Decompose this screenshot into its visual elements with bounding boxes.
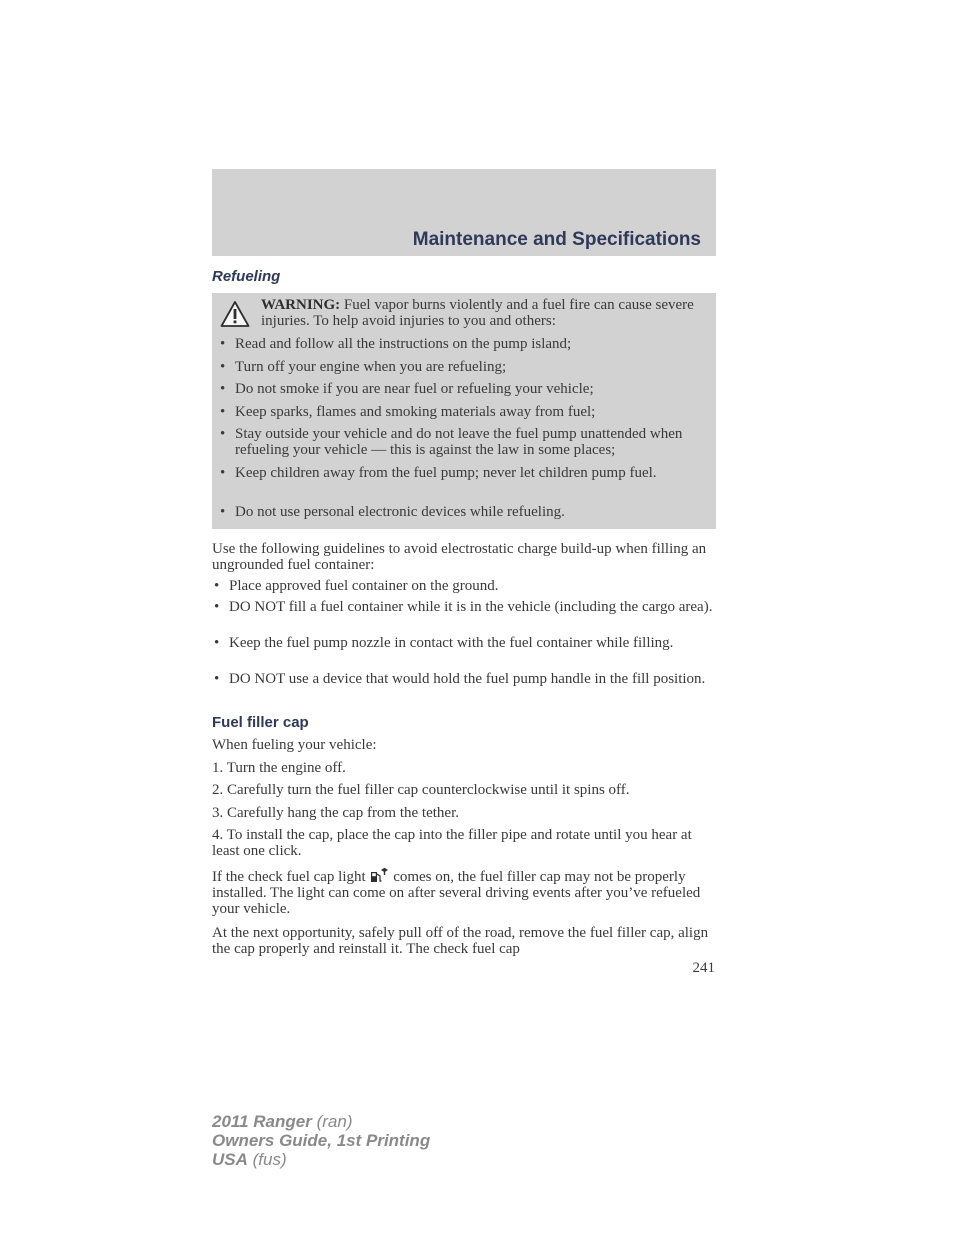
warning-box: WARNING: Fuel vapor burns violently and a fuel fire can cause severe injuries. To help avoid injuries to you and others: • Read and follow all the instructions on the pump island; • Turn off your engine when you are refueling; • Do not smoke if you are near fuel or refueling your vehicle; • Keep sparks, flames and smoking materials away from fuel; • Stay outside your vehicle and do not leave the fuel pump unattended when refueling your vehicle — this is against the law in some places; • Keep children away from the fuel pump; never let children pump fuel. • Do not use personal electronic devices while refueling.: [212, 293, 716, 529]
warning-text: [261, 297, 709, 329]
step-item: 2. Carefully turn the fuel filler cap counterclockwise until it spins off.: [212, 782, 630, 798]
page-title: Maintenance and Specifications: [412, 229, 701, 250]
step-item: 3. Carefully hang the cap from the tether.: [212, 805, 459, 821]
page-number: 241: [692, 960, 715, 976]
warning-body: Fuel vapor burns violently and a fuel fire can cause severe injuries. To help avoid injuries to you and others:: [261, 297, 694, 329]
check-fuel-cap-paragraph: If the check fuel cap light comes on, the fuel filler cap may not be properly installed. The light can come on after several driving events after you’ve refueled your vehicle.: [212, 869, 701, 917]
check-fuel-cap-icon: [369, 867, 389, 883]
warning-label: WARNING:: [261, 297, 341, 313]
footer-line-region: USA (fus): [212, 1150, 287, 1169]
fuel-cap-intro: When fueling your vehicle:: [212, 737, 377, 753]
warning-triangle-icon: [220, 300, 250, 328]
section-title: Refueling: [212, 268, 281, 285]
footer-line-model: 2011 Ranger (ran): [212, 1112, 353, 1131]
fuel-cap-heading: Fuel filler cap: [212, 714, 309, 731]
next-opportunity-paragraph: At the next opportunity, safely pull off of the road, remove the fuel filler cap, align the cap properly and reinstall it. The check fuel cap: [212, 925, 709, 957]
footer-line-guide: Owners Guide, 1st Printing: [212, 1131, 431, 1150]
footer: [212, 1112, 430, 1169]
guidelines-intro: Use the following guidelines to avoid electrostatic charge build-up when filling an ungrounded fuel container:: [212, 541, 707, 573]
header-band: [212, 169, 716, 256]
step-item: 1. Turn the engine off.: [212, 760, 346, 776]
step-item: 4. To install the cap, place the cap into the filler pipe and rotate until you hear at least one click.: [212, 827, 692, 859]
